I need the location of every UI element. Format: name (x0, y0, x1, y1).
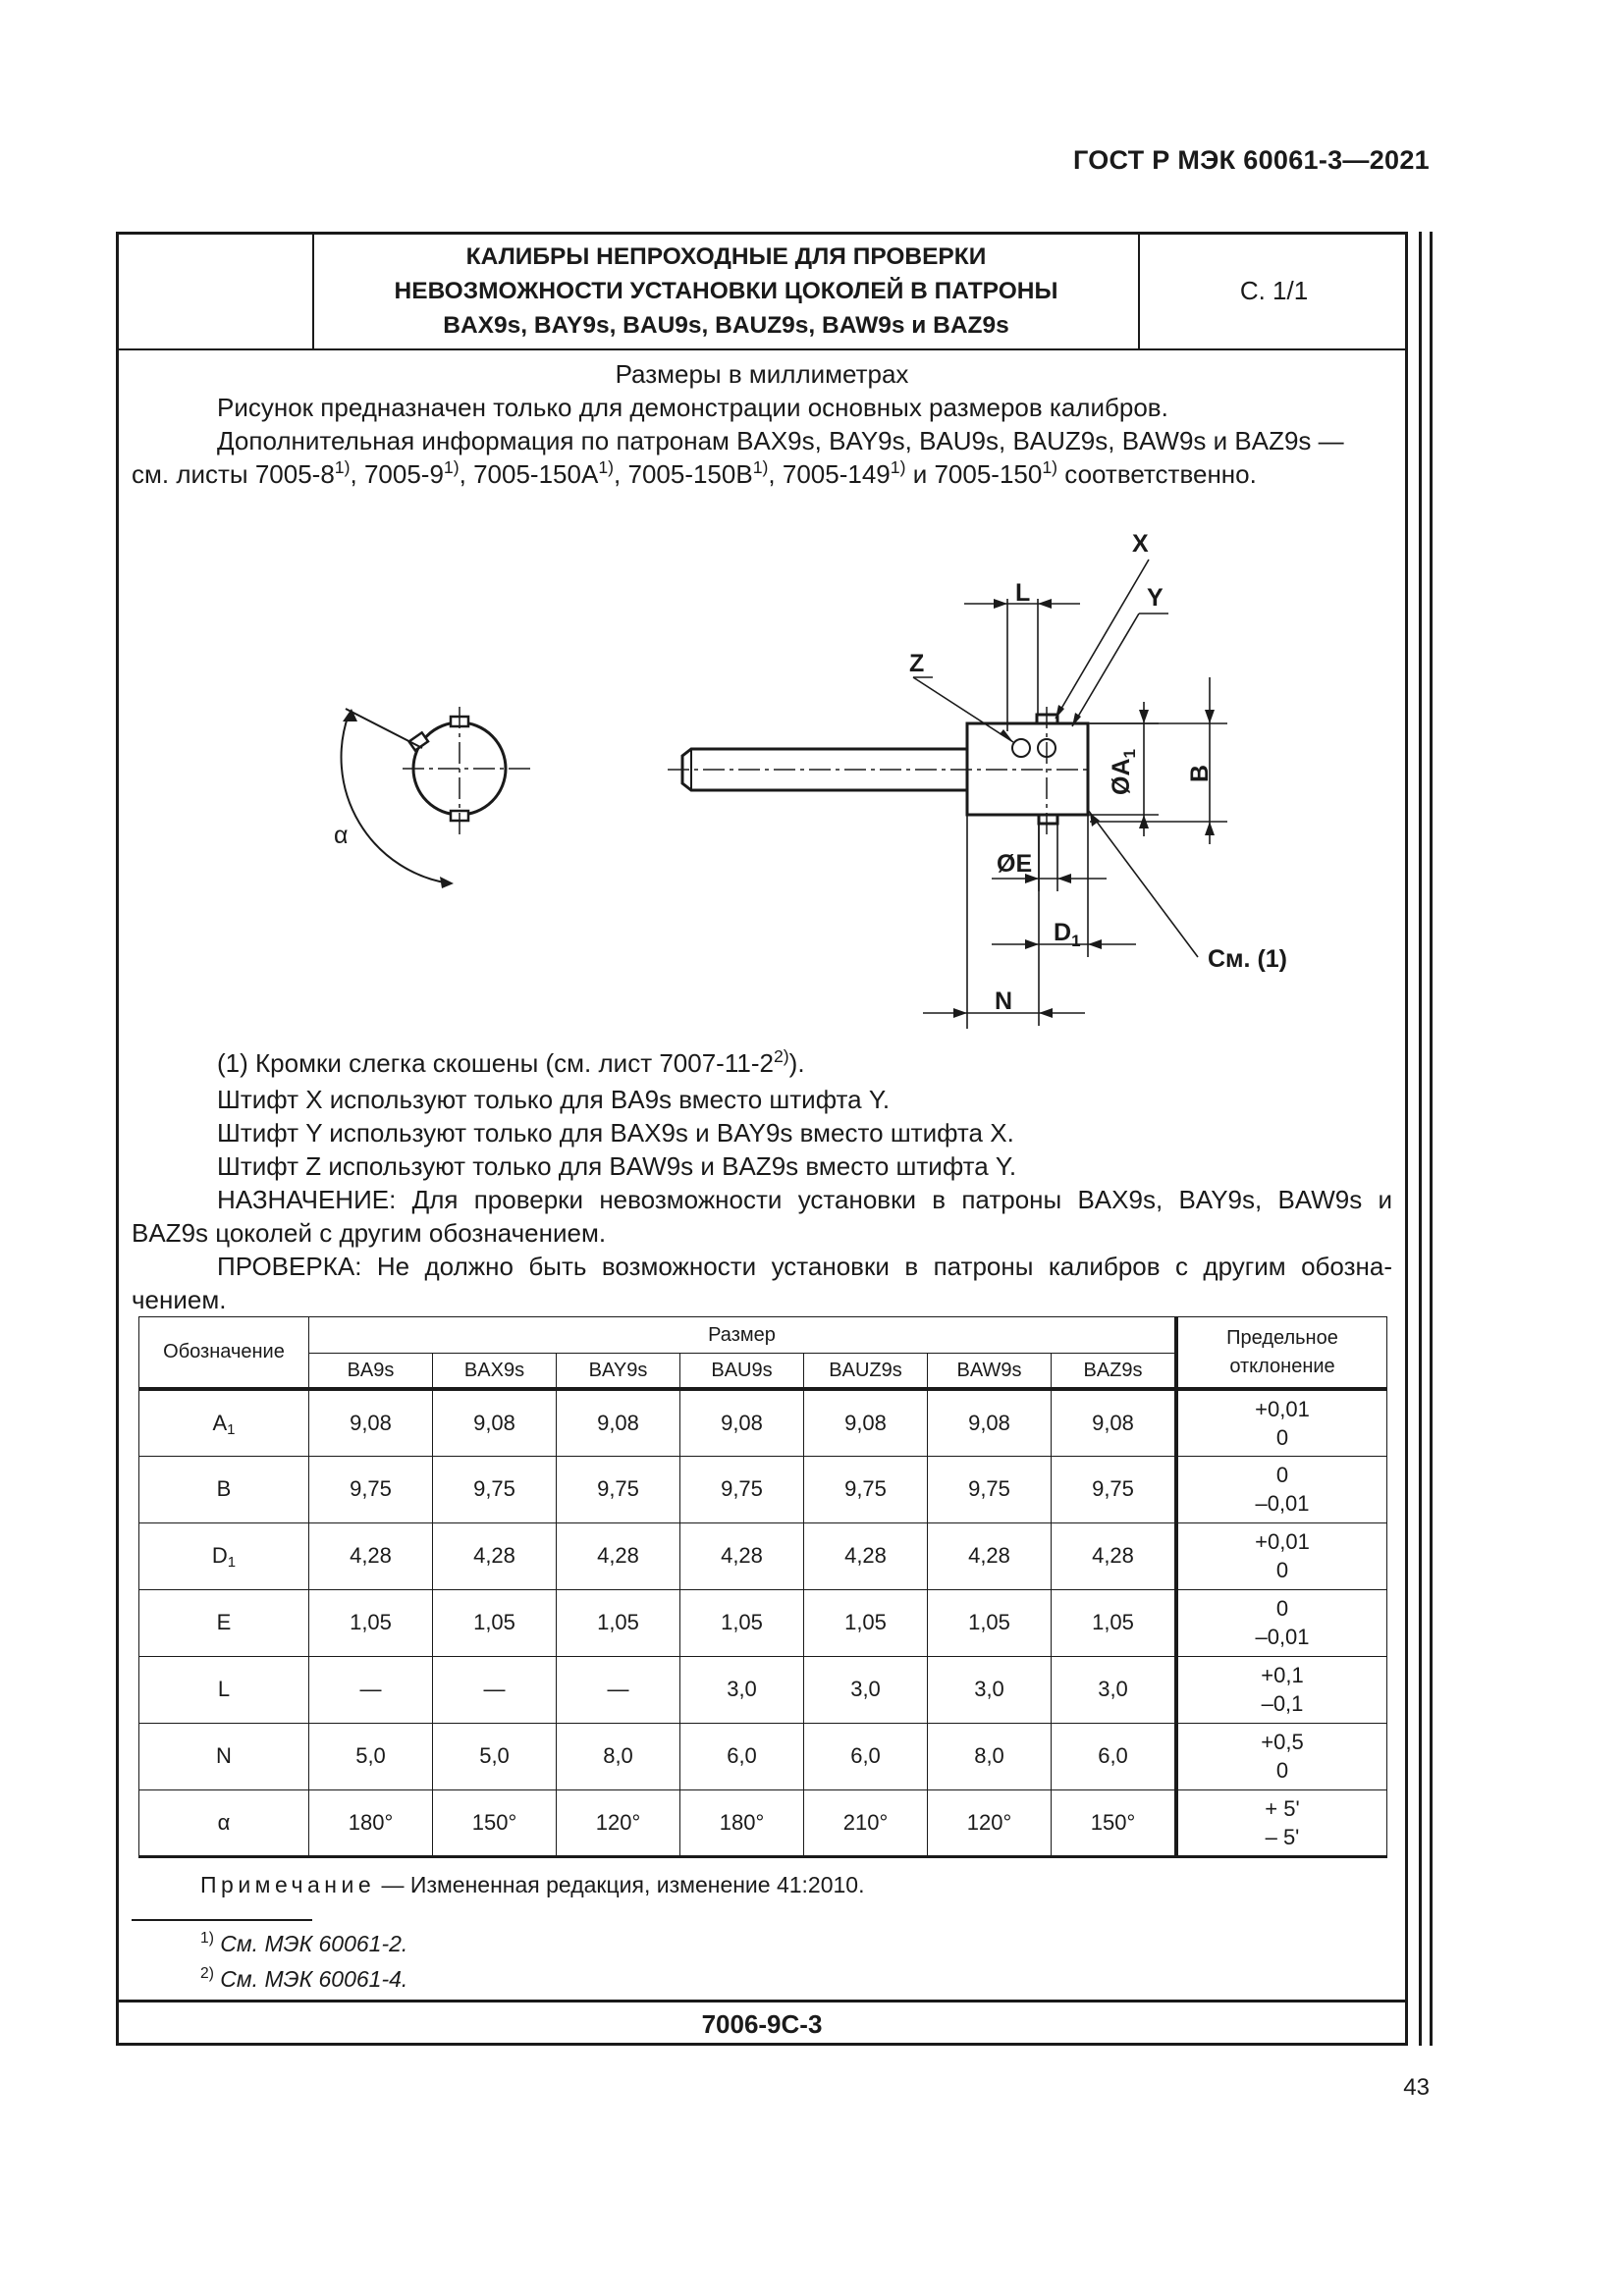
row-designation: $D_1$ (139, 1522, 309, 1589)
table-cell: 5,0 (433, 1723, 557, 1789)
table-cell: 9,75 (928, 1456, 1052, 1522)
dimensions-note: Размеры в миллиметрах (615, 359, 909, 389)
table-cell: 1,05 (309, 1589, 433, 1656)
table-cell: 4,28 (680, 1522, 804, 1589)
table-cell: 9,75 (557, 1456, 680, 1522)
col-base: BA9s (309, 1354, 433, 1390)
notes-block (132, 1046, 1392, 1316)
table-cell: 6,0 (680, 1723, 804, 1789)
table-cell: — (557, 1656, 680, 1723)
label-d1: $D_1$ (1054, 919, 1081, 950)
table-cell: 9,08 (433, 1389, 557, 1456)
table-cell: — (309, 1656, 433, 1723)
tolerance-cell: + 5' – 5' (1176, 1789, 1387, 1856)
table-cell: 1,05 (1052, 1589, 1177, 1656)
label-x: X (1132, 530, 1149, 558)
table-cell: 1,05 (557, 1589, 680, 1656)
table-cell: 6,0 (1052, 1723, 1177, 1789)
purpose-line: BAZ9s цоколей с другим обозначением. (132, 1218, 607, 1248)
end-view-side-pin (409, 732, 428, 750)
dimensions-table (138, 1316, 1387, 1858)
row-designation: α (139, 1789, 309, 1856)
gauge-drawing (295, 520, 1335, 1031)
table-cell: 180° (680, 1789, 804, 1856)
table-cell: 1,05 (433, 1589, 557, 1656)
footnote-2: $^{2)}$ См. МЭК 60061-4. (200, 1965, 408, 1992)
label-l: L (1015, 579, 1031, 607)
row-designation: N (139, 1723, 309, 1789)
table-cell: 5,0 (309, 1723, 433, 1789)
table-cell: 8,0 (557, 1723, 680, 1789)
table-cell: 9,08 (309, 1389, 433, 1456)
title-line: BAX9s, BAY9s, BAU9s, BAUZ9s, BAW9s и BAZ9s (443, 311, 1009, 339)
row-designation: $A_1$ (139, 1389, 309, 1456)
footnote-1: $^{1)}$ См. МЭК 60061-2. (200, 1930, 408, 1956)
table-cell: 4,28 (804, 1522, 928, 1589)
header-divider (116, 348, 1408, 350)
table-row (139, 1789, 1387, 1856)
table-cell: 1,05 (680, 1589, 804, 1656)
table-cell: 150° (1052, 1789, 1177, 1856)
table-cell: 4,28 (433, 1522, 557, 1589)
col-designation: Обозначение (139, 1317, 309, 1390)
note-line: Штифт X используют только для BA9s вместо штифта Y. (217, 1085, 891, 1114)
table-cell: 9,75 (1052, 1456, 1177, 1522)
label-a1: $ØA_1$ (1108, 749, 1139, 795)
col-base: BAUZ9s (804, 1354, 928, 1390)
table-cell: 3,0 (804, 1656, 928, 1723)
table-cell: 4,28 (557, 1522, 680, 1589)
col-size: Размер (309, 1317, 1177, 1354)
table-cell: 9,08 (1052, 1389, 1177, 1456)
row-designation: B (139, 1456, 309, 1522)
table-cell: 210° (804, 1789, 928, 1856)
table-cell: 120° (557, 1789, 680, 1856)
table-cell: 1,05 (928, 1589, 1052, 1656)
sheet-title (312, 232, 1140, 349)
table-cell: — (433, 1656, 557, 1723)
remark: Примечание — Измененная редакция, изменение 41:2010. (200, 1872, 865, 1897)
arrow-head (440, 877, 454, 888)
label-z: Z (909, 650, 925, 677)
row-designation: E (139, 1589, 309, 1656)
document-code: ГОСТ Р МЭК 60061-3—2021 (1072, 145, 1430, 175)
footnotes (200, 1928, 407, 1999)
col-base: BAW9s (928, 1354, 1052, 1390)
table-row (139, 1389, 1387, 1456)
label-e: ØE (997, 850, 1033, 878)
table-cell: 9,08 (557, 1389, 680, 1456)
title-line: КАЛИБРЫ НЕПРОХОДНЫЕ ДЛЯ ПРОВЕРКИ (465, 242, 987, 270)
intro-line: Рисунок предназначен только для демонстрации основных размеров калибров. (217, 393, 1168, 422)
table-row (139, 1589, 1387, 1656)
tolerance-cell: 0 –0,01 (1176, 1589, 1387, 1656)
table-cell: 4,28 (1052, 1522, 1177, 1589)
margin-line (1419, 232, 1422, 2046)
table-cell: 9,08 (928, 1389, 1052, 1456)
table-cell: 8,0 (928, 1723, 1052, 1789)
label-alpha: α (334, 822, 349, 849)
intro-text (132, 391, 1392, 494)
table-cell: 150° (433, 1789, 557, 1856)
check-line: чением. (132, 1285, 227, 1314)
alpha-arc (342, 715, 450, 883)
table-row (139, 1522, 1387, 1589)
table-row (139, 1456, 1387, 1522)
table-cell: 9,75 (804, 1456, 928, 1522)
pin-bottom (1039, 815, 1057, 824)
tolerance-cell: +0,01 0 (1176, 1522, 1387, 1589)
purpose-line: НАЗНАЧЕНИЕ: Для проверки невозможности установки в патроны BAX9s, BAY9s, BAW9s и (217, 1185, 1392, 1214)
check-line: ПРОВЕРКА: Не должно быть возможности установки в патроны калибров с другим обозна- (217, 1252, 1392, 1281)
sheet-number: С. 1/1 (1239, 275, 1309, 305)
tolerance-cell: +0,01 0 (1176, 1389, 1387, 1456)
table-row (139, 1723, 1387, 1789)
table-cell: 4,28 (928, 1522, 1052, 1589)
note-line: Штифт Y используют только для BAX9s и BAY9s вместо штифта X. (217, 1118, 1014, 1148)
table-cell: 180° (309, 1789, 433, 1856)
table-row (139, 1656, 1387, 1723)
table-cell: 120° (928, 1789, 1052, 1856)
tolerance-cell: 0 –0,01 (1176, 1456, 1387, 1522)
label-b: B (1186, 764, 1214, 782)
table-cell: 3,0 (680, 1656, 804, 1723)
table-cell: 6,0 (804, 1723, 928, 1789)
label-n: N (995, 988, 1013, 1015)
row-designation: L (139, 1656, 309, 1723)
margin-line (1430, 232, 1433, 2046)
col-tolerance: Предельное отклонение (1176, 1317, 1387, 1390)
table-cell: 4,28 (309, 1522, 433, 1589)
table-cell: 3,0 (1052, 1656, 1177, 1723)
col-base: BAU9s (680, 1354, 804, 1390)
table-cell: 1,05 (804, 1589, 928, 1656)
table-cell: 9,75 (680, 1456, 804, 1522)
col-base: BAX9s (433, 1354, 557, 1390)
table-cell: 9,08 (804, 1389, 928, 1456)
col-base: BAZ9s (1052, 1354, 1177, 1390)
table-cell: 9,75 (309, 1456, 433, 1522)
note-line: (1) Кромки слегка скошены (см. лист 7007-11-2$^{2)}$). (217, 1046, 805, 1078)
sheet-id: 7006-9C-3 (701, 2008, 823, 2039)
note-line: Штифт Z используют только для BAW9s и BAZ9s вместо штифта Y. (217, 1151, 1017, 1181)
label-see-note: См. (1) (1208, 945, 1287, 973)
tolerance-cell: +0,5 0 (1176, 1723, 1387, 1789)
footnote-rule (132, 1919, 312, 1921)
page-number: 43 (1403, 2074, 1430, 2101)
title-line: НЕВОЗМОЖНОСТИ УСТАНОВКИ ЦОКОЛЕЙ В ПАТРОНЫ (394, 277, 1058, 304)
intro-line-refs: см. листы 7005-8$^{1)}$, 7005-9$^{1)}$, $7005-150A^{1)}$, $7005-150B^{1)}$, 7005-149$^{1)}$ и 7005-150$^{1)}$ соответственно. (132, 457, 1257, 489)
tolerance-cell: +0,1 –0,1 (1176, 1656, 1387, 1723)
table-cell: 9,08 (680, 1389, 804, 1456)
table-cell: 9,75 (433, 1456, 557, 1522)
label-y: Y (1147, 584, 1164, 612)
intro-line: Дополнительная информация по патронам BAX9s, BAY9s, BAU9s, BAUZ9s, BAW9s и BAZ9s — (217, 426, 1344, 455)
col-base: BAY9s (557, 1354, 680, 1390)
table-cell: 3,0 (928, 1656, 1052, 1723)
